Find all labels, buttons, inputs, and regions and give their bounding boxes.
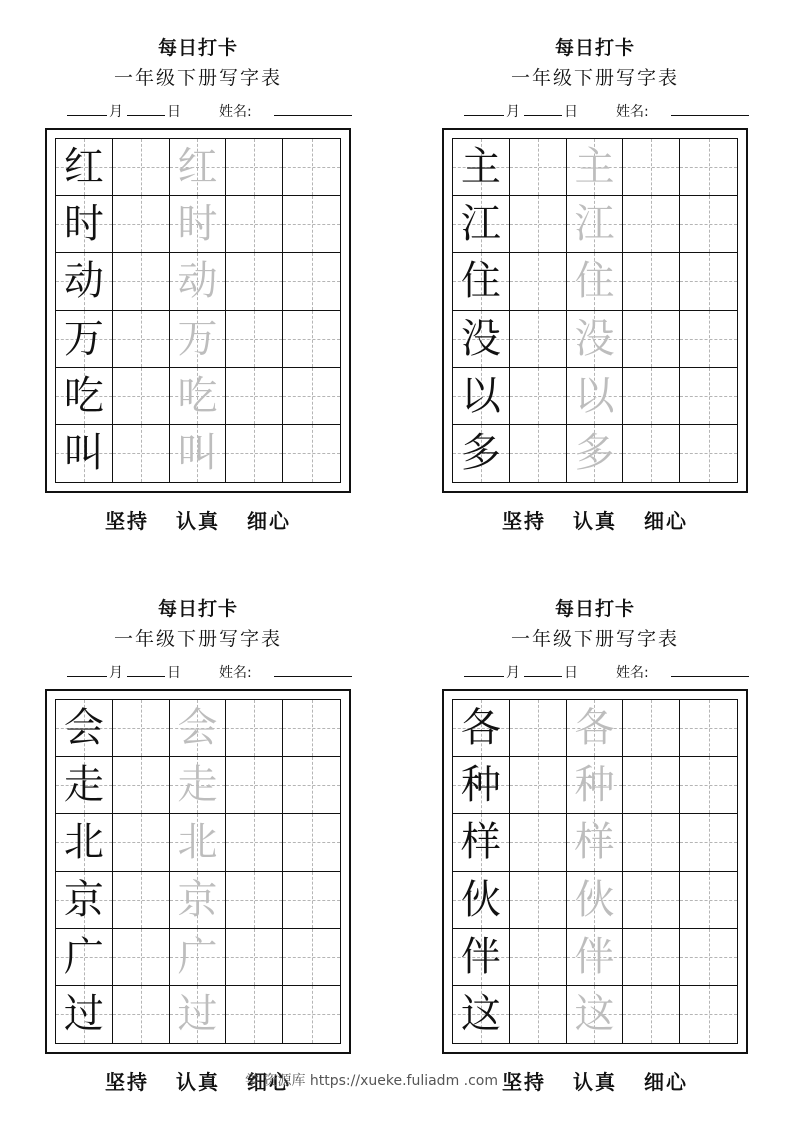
card-subtitle: 一年级下册写字表 bbox=[510, 628, 679, 650]
trace-char-cell[interactable] bbox=[567, 253, 624, 310]
motto-text: 坚持 认真 细心 bbox=[502, 509, 688, 533]
practice-cell[interactable] bbox=[283, 139, 340, 196]
month-label: 月 bbox=[109, 665, 123, 681]
month-blank[interactable] bbox=[67, 662, 107, 677]
practice-cell[interactable] bbox=[226, 425, 283, 482]
trace-char-cell[interactable] bbox=[170, 139, 227, 196]
trace-character: 住 bbox=[574, 258, 615, 305]
practice-cell[interactable] bbox=[680, 425, 737, 482]
practice-cell[interactable] bbox=[510, 872, 567, 929]
practice-cell[interactable] bbox=[680, 139, 737, 196]
practice-cell[interactable] bbox=[283, 368, 340, 425]
trace-character: 叫 bbox=[177, 430, 218, 477]
name-label: 姓名: bbox=[616, 104, 649, 120]
model-character: 伙 bbox=[460, 876, 501, 923]
trace-character: 万 bbox=[177, 315, 218, 362]
trace-char-cell[interactable] bbox=[567, 814, 624, 871]
practice-cell[interactable] bbox=[510, 196, 567, 253]
practice-cell[interactable] bbox=[623, 196, 680, 253]
practice-cell[interactable] bbox=[510, 929, 567, 986]
practice-cell[interactable] bbox=[283, 700, 340, 757]
card-title: 每日打卡 bbox=[157, 37, 238, 59]
model-character: 以 bbox=[460, 372, 501, 419]
practice-cell[interactable] bbox=[680, 311, 737, 368]
practice-cell[interactable] bbox=[680, 700, 737, 757]
practice-card bbox=[442, 33, 748, 553]
writing-grid bbox=[452, 138, 738, 483]
practice-cell[interactable] bbox=[680, 253, 737, 310]
practice-cell[interactable] bbox=[510, 757, 567, 814]
practice-cell[interactable] bbox=[623, 425, 680, 482]
practice-cell[interactable] bbox=[623, 872, 680, 929]
month-blank[interactable] bbox=[67, 101, 107, 116]
practice-cell[interactable] bbox=[283, 986, 340, 1043]
trace-char-cell[interactable] bbox=[170, 986, 227, 1043]
model-character: 广 bbox=[63, 933, 104, 980]
trace-char-cell[interactable] bbox=[170, 757, 227, 814]
trace-char-cell[interactable] bbox=[170, 929, 227, 986]
practice-cell[interactable] bbox=[113, 700, 170, 757]
model-char-cell bbox=[56, 757, 113, 814]
day-label: 日 bbox=[167, 665, 181, 681]
practice-cell[interactable] bbox=[283, 425, 340, 482]
model-char-cell bbox=[453, 872, 510, 929]
practice-card bbox=[442, 594, 748, 1114]
practice-cell[interactable] bbox=[226, 757, 283, 814]
model-character: 会 bbox=[63, 705, 104, 752]
trace-char-cell[interactable] bbox=[567, 425, 624, 482]
practice-cell[interactable] bbox=[680, 986, 737, 1043]
trace-character: 以 bbox=[574, 372, 615, 419]
model-char-cell bbox=[56, 196, 113, 253]
model-character: 吃 bbox=[63, 372, 104, 419]
practice-cell[interactable] bbox=[113, 757, 170, 814]
day-label: 日 bbox=[564, 665, 578, 681]
trace-character: 伴 bbox=[574, 933, 615, 980]
trace-char-cell[interactable] bbox=[170, 814, 227, 871]
practice-cell[interactable] bbox=[113, 139, 170, 196]
model-char-cell bbox=[56, 311, 113, 368]
card-subtitle: 一年级下册写字表 bbox=[510, 67, 679, 89]
day-blank[interactable] bbox=[524, 101, 562, 116]
model-character: 种 bbox=[460, 762, 501, 809]
trace-char-cell[interactable] bbox=[170, 872, 227, 929]
practice-cell[interactable] bbox=[680, 368, 737, 425]
practice-cell[interactable] bbox=[680, 757, 737, 814]
practice-cell[interactable] bbox=[226, 986, 283, 1043]
model-character: 动 bbox=[63, 258, 104, 305]
writing-grid bbox=[55, 699, 341, 1044]
date-name-line bbox=[67, 101, 357, 121]
practice-cell[interactable] bbox=[623, 139, 680, 196]
practice-cell[interactable] bbox=[226, 814, 283, 871]
card-title: 每日打卡 bbox=[554, 598, 635, 620]
trace-character: 时 bbox=[177, 201, 218, 248]
name-blank[interactable] bbox=[274, 101, 352, 116]
practice-cell[interactable] bbox=[113, 368, 170, 425]
name-blank[interactable] bbox=[671, 662, 749, 677]
month-label: 月 bbox=[109, 104, 123, 120]
month-blank[interactable] bbox=[464, 101, 504, 116]
practice-cell[interactable] bbox=[680, 196, 737, 253]
writing-grid-frame bbox=[442, 689, 748, 1054]
model-char-cell bbox=[453, 196, 510, 253]
card-title: 每日打卡 bbox=[157, 598, 238, 620]
practice-cell[interactable] bbox=[113, 814, 170, 871]
name-blank[interactable] bbox=[274, 662, 352, 677]
practice-card bbox=[45, 594, 351, 1114]
practice-cell[interactable] bbox=[680, 872, 737, 929]
model-char-cell bbox=[56, 929, 113, 986]
practice-cell[interactable] bbox=[510, 311, 567, 368]
trace-char-cell[interactable] bbox=[567, 196, 624, 253]
practice-cell[interactable] bbox=[226, 700, 283, 757]
trace-character: 各 bbox=[574, 705, 615, 752]
practice-cell[interactable] bbox=[113, 253, 170, 310]
trace-char-cell[interactable] bbox=[567, 757, 624, 814]
practice-cell[interactable] bbox=[623, 986, 680, 1043]
card-subtitle: 一年级下册写字表 bbox=[113, 67, 282, 89]
trace-character: 动 bbox=[177, 258, 218, 305]
trace-char-cell[interactable] bbox=[170, 700, 227, 757]
name-blank[interactable] bbox=[671, 101, 749, 116]
practice-cell[interactable] bbox=[510, 139, 567, 196]
model-char-cell bbox=[453, 814, 510, 871]
trace-char-cell[interactable] bbox=[170, 425, 227, 482]
model-char-cell bbox=[453, 757, 510, 814]
model-character: 江 bbox=[460, 201, 501, 248]
trace-character: 伙 bbox=[574, 876, 615, 923]
model-char-cell bbox=[453, 700, 510, 757]
model-character: 样 bbox=[460, 819, 501, 866]
practice-cell[interactable] bbox=[226, 368, 283, 425]
practice-cell[interactable] bbox=[623, 929, 680, 986]
practice-cell[interactable] bbox=[226, 929, 283, 986]
practice-cell[interactable] bbox=[283, 872, 340, 929]
practice-cell[interactable] bbox=[510, 368, 567, 425]
card-title: 每日打卡 bbox=[554, 37, 635, 59]
model-char-cell bbox=[56, 872, 113, 929]
practice-cell[interactable] bbox=[226, 253, 283, 310]
model-char-cell bbox=[453, 368, 510, 425]
model-char-cell bbox=[56, 814, 113, 871]
card-subtitle: 一年级下册写字表 bbox=[113, 628, 282, 650]
practice-cell[interactable] bbox=[283, 814, 340, 871]
practice-cell[interactable] bbox=[226, 196, 283, 253]
practice-card bbox=[45, 33, 351, 553]
trace-character: 多 bbox=[574, 430, 615, 477]
practice-cell[interactable] bbox=[510, 986, 567, 1043]
model-char-cell bbox=[453, 311, 510, 368]
motto-text: 坚持 认真 细心 bbox=[105, 1070, 291, 1094]
name-label: 姓名: bbox=[219, 104, 252, 120]
model-character: 过 bbox=[63, 991, 104, 1038]
name-label: 姓名: bbox=[219, 665, 252, 681]
day-blank[interactable] bbox=[524, 662, 562, 677]
practice-cell[interactable] bbox=[680, 929, 737, 986]
trace-char-cell[interactable] bbox=[567, 368, 624, 425]
model-character: 多 bbox=[460, 430, 501, 477]
practice-cell[interactable] bbox=[113, 929, 170, 986]
month-label: 月 bbox=[506, 665, 520, 681]
trace-char-cell[interactable] bbox=[170, 196, 227, 253]
practice-cell[interactable] bbox=[623, 311, 680, 368]
trace-character: 主 bbox=[574, 144, 615, 191]
practice-cell[interactable] bbox=[283, 196, 340, 253]
model-character: 伴 bbox=[460, 933, 501, 980]
month-label: 月 bbox=[506, 104, 520, 120]
trace-character: 广 bbox=[177, 933, 218, 980]
model-char-cell bbox=[56, 986, 113, 1043]
trace-character: 这 bbox=[574, 991, 615, 1038]
trace-character: 北 bbox=[177, 819, 218, 866]
day-blank[interactable] bbox=[127, 662, 165, 677]
trace-character: 过 bbox=[177, 991, 218, 1038]
model-character: 走 bbox=[63, 762, 104, 809]
model-character: 京 bbox=[63, 876, 104, 923]
practice-cell[interactable] bbox=[510, 425, 567, 482]
trace-char-cell[interactable] bbox=[567, 872, 624, 929]
watermark-text: 学 资源库 https://xueke.fuliadm .com bbox=[245, 1073, 499, 1089]
practice-cell[interactable] bbox=[113, 872, 170, 929]
model-character: 各 bbox=[460, 705, 501, 752]
month-blank[interactable] bbox=[464, 662, 504, 677]
writing-grid bbox=[55, 138, 341, 483]
trace-char-cell[interactable] bbox=[567, 311, 624, 368]
trace-char-cell[interactable] bbox=[170, 368, 227, 425]
practice-cell[interactable] bbox=[680, 814, 737, 871]
model-character: 北 bbox=[63, 819, 104, 866]
practice-cell[interactable] bbox=[113, 986, 170, 1043]
model-char-cell bbox=[453, 139, 510, 196]
trace-char-cell[interactable] bbox=[567, 700, 624, 757]
trace-character: 江 bbox=[574, 201, 615, 248]
practice-cell[interactable] bbox=[113, 196, 170, 253]
practice-cell[interactable] bbox=[226, 872, 283, 929]
practice-cell[interactable] bbox=[623, 700, 680, 757]
trace-character: 种 bbox=[574, 762, 615, 809]
day-label: 日 bbox=[167, 104, 181, 120]
practice-cell[interactable] bbox=[510, 253, 567, 310]
practice-cell[interactable] bbox=[623, 368, 680, 425]
model-character: 万 bbox=[63, 315, 104, 362]
writing-grid bbox=[452, 699, 738, 1044]
model-char-cell bbox=[56, 368, 113, 425]
model-char-cell bbox=[453, 929, 510, 986]
practice-cell[interactable] bbox=[113, 311, 170, 368]
model-char-cell bbox=[453, 253, 510, 310]
writing-grid-frame bbox=[45, 128, 351, 493]
practice-cell[interactable] bbox=[510, 814, 567, 871]
name-label: 姓名: bbox=[616, 665, 649, 681]
practice-cell[interactable] bbox=[623, 757, 680, 814]
model-char-cell bbox=[453, 986, 510, 1043]
practice-cell[interactable] bbox=[283, 929, 340, 986]
trace-character: 红 bbox=[177, 144, 218, 191]
day-blank[interactable] bbox=[127, 101, 165, 116]
model-character: 主 bbox=[460, 144, 501, 191]
trace-character: 吃 bbox=[177, 372, 218, 419]
trace-character: 走 bbox=[177, 762, 218, 809]
model-character: 没 bbox=[460, 315, 501, 362]
trace-char-cell[interactable] bbox=[170, 253, 227, 310]
trace-character: 会 bbox=[177, 705, 218, 752]
motto-text: 坚持 认真 细心 bbox=[105, 509, 291, 533]
model-character: 这 bbox=[460, 991, 501, 1038]
model-char-cell bbox=[56, 253, 113, 310]
practice-cell[interactable] bbox=[113, 425, 170, 482]
writing-grid-frame bbox=[45, 689, 351, 1054]
model-char-cell bbox=[453, 425, 510, 482]
day-label: 日 bbox=[564, 104, 578, 120]
date-name-line bbox=[67, 662, 357, 682]
practice-cell[interactable] bbox=[283, 757, 340, 814]
trace-char-cell[interactable] bbox=[567, 986, 624, 1043]
model-char-cell bbox=[56, 700, 113, 757]
model-character: 叫 bbox=[63, 430, 104, 477]
trace-char-cell[interactable] bbox=[567, 139, 624, 196]
practice-cell[interactable] bbox=[283, 253, 340, 310]
practice-cell[interactable] bbox=[283, 311, 340, 368]
motto-text: 坚持 认真 细心 bbox=[502, 1070, 688, 1094]
trace-char-cell[interactable] bbox=[170, 311, 227, 368]
writing-grid-frame bbox=[442, 128, 748, 493]
date-name-line bbox=[464, 101, 754, 121]
model-character: 时 bbox=[63, 201, 104, 248]
practice-cell[interactable] bbox=[623, 253, 680, 310]
practice-cell[interactable] bbox=[510, 700, 567, 757]
date-name-line bbox=[464, 662, 754, 682]
model-character: 住 bbox=[460, 258, 501, 305]
practice-cell[interactable] bbox=[226, 139, 283, 196]
practice-cell[interactable] bbox=[226, 311, 283, 368]
model-character: 红 bbox=[63, 144, 104, 191]
model-char-cell bbox=[56, 425, 113, 482]
trace-character: 样 bbox=[574, 819, 615, 866]
model-char-cell bbox=[56, 139, 113, 196]
trace-char-cell[interactable] bbox=[567, 929, 624, 986]
trace-character: 京 bbox=[177, 876, 218, 923]
practice-cell[interactable] bbox=[623, 814, 680, 871]
trace-character: 没 bbox=[574, 315, 615, 362]
